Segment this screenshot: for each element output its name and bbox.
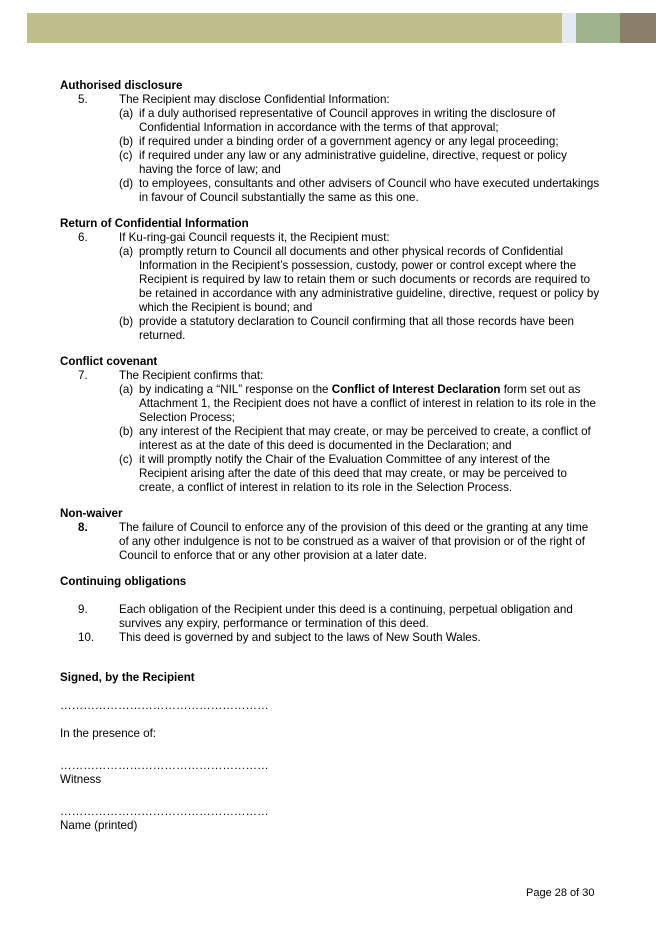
sub-clause-label: (a) [119,245,134,258]
sub-clause-text-post: form set out as Attachment 1, the Recipient does not have a conflict of interest in relation to its role in the Selection Process; [139,383,596,424]
sub-clause [119,425,600,453]
witness-signature-line: ……………………………………………… [60,759,269,772]
sub-clause-label: (a) [119,383,134,396]
sub-clause [119,453,600,495]
sub-clause [119,107,600,135]
clause-text: If Ku-ring-gai Council requests it, the Recipient must: [119,231,390,244]
section-return-of-confidential-information [60,217,600,343]
clause-text: The Recipient may disclose Confidential Information: [119,93,390,106]
clause-number: 6. [78,231,88,244]
recipient-signature-line: ……………………………………………… [60,699,269,712]
name-printed-label: Name (printed) [60,819,138,832]
sub-clause-text: if required under a binding order of a government agency or any legal proceeding; [139,135,559,148]
sub-clause-text [139,383,600,425]
clause [60,231,600,245]
section-non-waiver [60,507,600,563]
section-heading: Non-waiver [60,507,123,520]
clause [60,369,600,383]
header-bar-brown [620,13,656,43]
section-heading: Continuing obligations [60,575,187,588]
sub-clause-text: if a duly authorised representative of Council approves in writing the disclosure of Confidential Information in accordance with the terms of that approval; [139,107,556,134]
clause-number: 9. [78,603,88,616]
sub-clause-text: to employees, consultants and other advisers of Council who have executed undertakings in favour of Council substantially the same as this one. [139,177,600,204]
section-authorised-disclosure [60,79,600,205]
sub-clause-text: it will promptly notify the Chair of the Evaluation Committee of any interest of the Recipient arising after the date of this deed that may create, or may be perceived to create, a conflict of interest in relation to its role in the Selection Process. [139,453,567,494]
header-bar-green [576,13,620,43]
sub-clause-text: any interest of the Recipient that may create, or may be perceived to create, a conflict of interest as at the date of this deed is documented in the Declaration; and [139,425,591,452]
clause-text: Each obligation of the Recipient under this deed is a continuing, perpetual obligation and survives any expiry, performance or termination of this deed. [119,603,573,630]
header-bar [27,13,656,43]
page-number: Page 28 of 30 [526,887,595,899]
section-continuing-obligations [60,575,600,645]
sub-clause-label: (c) [119,453,133,466]
sub-clause-text: if required under any law or any administrative guideline, directive, request or policy having the force of law; and [139,149,567,176]
sub-clause-text: promptly return to Council all documents and other physical records of Confidential Information in the Recipient’s possession, custody, power or control except where the Recipient is required by law to retain them or such documents or records are required to be retained in accordance with any administrative guideline, directive, request or policy by which the Recipient is bound; and [139,245,600,314]
sub-clause [119,177,600,205]
clause-number: 7. [78,369,88,382]
sub-clause-label: (b) [119,425,134,438]
sub-clause-label: (d) [119,177,134,190]
sub-clause [119,383,600,425]
clause-number: 10. [78,631,95,644]
header-bar-main [27,13,562,43]
sub-clause [119,245,600,315]
sub-clause-label: (b) [119,135,134,148]
sub-clause [119,135,600,149]
sub-clause-text-pre: by indicating a “NIL” response on the [139,383,332,396]
clause-text: This deed is governed by and subject to the laws of New South Wales. [119,631,481,644]
section-heading: Conflict covenant [60,355,158,368]
clause-text: The Recipient confirms that: [119,369,264,382]
name-printed-line: ……………………………………………… [60,805,269,818]
sub-clause-list [119,107,600,205]
signature-block [60,671,600,833]
clause [60,603,600,631]
witness-label: Witness [60,773,102,786]
clause [60,631,600,645]
section-heading: Return of Confidential Information [60,217,249,230]
presence-label: In the presence of: [60,727,157,740]
sub-clause-label: (c) [119,149,133,162]
clause-number: 8. [78,521,88,534]
sub-clause-text: provide a statutory declaration to Council confirming that all those records have been returned. [139,315,575,342]
clause-text: The failure of Council to enforce any of the provision of this deed or the granting at any time of any other indulgence is not to be construed as a waiver of that provision or of the right of Council to enforce that or any other provision at a later date. [119,521,589,562]
section-heading: Authorised disclosure [60,79,183,92]
conflict-declaration-form-name: Conflict of Interest Declaration [331,383,501,396]
document-body [60,79,600,833]
sub-clause [119,315,600,343]
sub-clause-list [119,383,600,495]
clause [60,93,600,107]
sub-clause [119,149,600,177]
clause [60,521,600,563]
clause-number: 5. [78,93,88,106]
section-conflict-covenant [60,355,600,495]
signature-heading: Signed, by the Recipient [60,671,195,684]
sub-clause-label: (a) [119,107,134,120]
sub-clause-list [119,245,600,343]
sub-clause-label: (b) [119,315,134,328]
header-bar-light [562,13,576,43]
